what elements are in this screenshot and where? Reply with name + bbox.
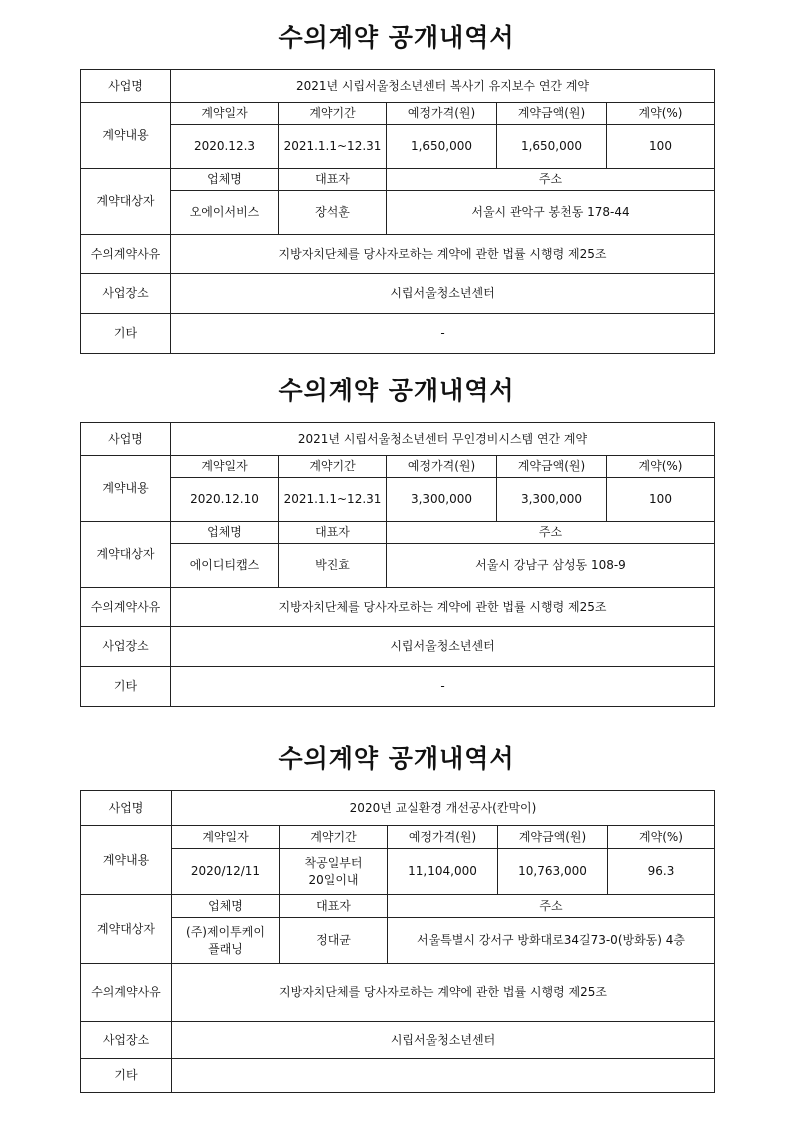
company-name: 오에이서비스 bbox=[171, 191, 279, 235]
label-address: 주소 bbox=[387, 169, 715, 191]
contract-rate: 100 bbox=[607, 125, 715, 169]
estimated-price: 11,104,000 bbox=[388, 849, 498, 895]
address: 서울시 강남구 삼성동 108-9 bbox=[387, 544, 715, 588]
contract-period: 2021.1.1~12.31 bbox=[279, 478, 387, 522]
label-estimated-price: 예정가격(원) bbox=[388, 826, 498, 849]
label-reason: 수의계약사유 bbox=[81, 964, 172, 1022]
label-contractor: 계약대상자 bbox=[81, 169, 171, 235]
label-contract-amount: 계약금액(원) bbox=[497, 456, 607, 478]
estimated-price: 1,650,000 bbox=[387, 125, 497, 169]
contract-table-2 bbox=[80, 422, 715, 707]
company-name-line2: 플래닝 bbox=[208, 941, 243, 956]
label-contract-rate: 계약(%) bbox=[608, 826, 715, 849]
representative: 장석훈 bbox=[279, 191, 387, 235]
location: 시립서울청소년센터 bbox=[171, 274, 715, 314]
page-title-1: 수의계약 공개내역서 bbox=[278, 23, 515, 52]
label-business-name: 사업명 bbox=[81, 423, 171, 456]
label-location: 사업장소 bbox=[81, 1022, 172, 1059]
label-contract-amount: 계약금액(원) bbox=[498, 826, 608, 849]
label-contract-content: 계약내용 bbox=[81, 103, 171, 169]
label-contract-period: 계약기간 bbox=[279, 456, 387, 478]
label-contract-rate: 계약(%) bbox=[607, 103, 715, 125]
contract-period bbox=[280, 849, 388, 895]
label-contract-date: 계약일자 bbox=[171, 103, 279, 125]
etc bbox=[172, 1059, 715, 1093]
address: 서울시 관악구 봉천동 178-44 bbox=[387, 191, 715, 235]
label-reason: 수의계약사유 bbox=[81, 235, 171, 274]
reason: 지방자치단체를 당사자로하는 계약에 관한 법률 시행령 제25조 bbox=[172, 964, 715, 1022]
label-contract-date: 계약일자 bbox=[172, 826, 280, 849]
label-representative: 대표자 bbox=[280, 895, 388, 918]
label-company-name: 업체명 bbox=[171, 522, 279, 544]
etc: - bbox=[171, 314, 715, 354]
label-etc: 기타 bbox=[81, 314, 171, 354]
label-contract-rate: 계약(%) bbox=[607, 456, 715, 478]
estimated-price: 3,300,000 bbox=[387, 478, 497, 522]
address: 서울특별시 강서구 방화대로34길73-0(방화동) 4층 bbox=[388, 918, 715, 964]
contract-date: 2020.12.10 bbox=[171, 478, 279, 522]
representative: 정대균 bbox=[280, 918, 388, 964]
label-company-name: 업체명 bbox=[172, 895, 280, 918]
label-contractor: 계약대상자 bbox=[81, 895, 172, 964]
contract-date: 2020/12/11 bbox=[172, 849, 280, 895]
company-name-line1: (주)제이투케이 bbox=[186, 925, 265, 940]
contract-rate: 100 bbox=[607, 478, 715, 522]
contract-amount: 1,650,000 bbox=[497, 125, 607, 169]
contract-table-1 bbox=[80, 69, 715, 354]
company-name: 에이디티캡스 bbox=[171, 544, 279, 588]
representative: 박진효 bbox=[279, 544, 387, 588]
label-contract-period: 계약기간 bbox=[279, 103, 387, 125]
location: 시립서울청소년센터 bbox=[172, 1022, 715, 1059]
contract-date: 2020.12.3 bbox=[171, 125, 279, 169]
company-name bbox=[172, 918, 280, 964]
page-title-3: 수의계약 공개내역서 bbox=[278, 744, 515, 773]
contract-amount: 10,763,000 bbox=[498, 849, 608, 895]
label-reason: 수의계약사유 bbox=[81, 588, 171, 627]
label-contract-period: 계약기간 bbox=[280, 826, 388, 849]
label-business-name: 사업명 bbox=[81, 791, 172, 826]
business-name: 2021년 시립서울청소년센터 복사기 유지보수 연간 계약 bbox=[171, 70, 715, 103]
contract-period-line1: 착공일부터 bbox=[304, 856, 363, 871]
label-business-name: 사업명 bbox=[81, 70, 171, 103]
label-estimated-price: 예정가격(원) bbox=[387, 456, 497, 478]
label-representative: 대표자 bbox=[279, 522, 387, 544]
contract-rate: 96.3 bbox=[608, 849, 715, 895]
business-name: 2021년 시립서울청소년센터 무인경비시스템 연간 계약 bbox=[171, 423, 715, 456]
reason: 지방자치단체를 당사자로하는 계약에 관한 법률 시행령 제25조 bbox=[171, 235, 715, 274]
contract-period: 2021.1.1~12.31 bbox=[279, 125, 387, 169]
label-location: 사업장소 bbox=[81, 274, 171, 314]
label-address: 주소 bbox=[388, 895, 715, 918]
label-contract-content: 계약내용 bbox=[81, 826, 172, 895]
contract-period-line2: 20일이내 bbox=[308, 872, 359, 887]
page-title-2: 수의계약 공개내역서 bbox=[278, 376, 515, 405]
label-contract-content: 계약내용 bbox=[81, 456, 171, 522]
label-location: 사업장소 bbox=[81, 627, 171, 667]
etc: - bbox=[171, 667, 715, 707]
contract-table-3 bbox=[80, 790, 715, 1093]
label-estimated-price: 예정가격(원) bbox=[387, 103, 497, 125]
reason: 지방자치단체를 당사자로하는 계약에 관한 법률 시행령 제25조 bbox=[171, 588, 715, 627]
contract-amount: 3,300,000 bbox=[497, 478, 607, 522]
label-contract-amount: 계약금액(원) bbox=[497, 103, 607, 125]
label-company-name: 업체명 bbox=[171, 169, 279, 191]
label-etc: 기타 bbox=[81, 667, 171, 707]
label-contract-date: 계약일자 bbox=[171, 456, 279, 478]
label-representative: 대표자 bbox=[279, 169, 387, 191]
location: 시립서울청소년센터 bbox=[171, 627, 715, 667]
label-etc: 기타 bbox=[81, 1059, 172, 1093]
business-name: 2020년 교실환경 개선공사(칸막이) bbox=[172, 791, 715, 826]
label-contractor: 계약대상자 bbox=[81, 522, 171, 588]
label-address: 주소 bbox=[387, 522, 715, 544]
